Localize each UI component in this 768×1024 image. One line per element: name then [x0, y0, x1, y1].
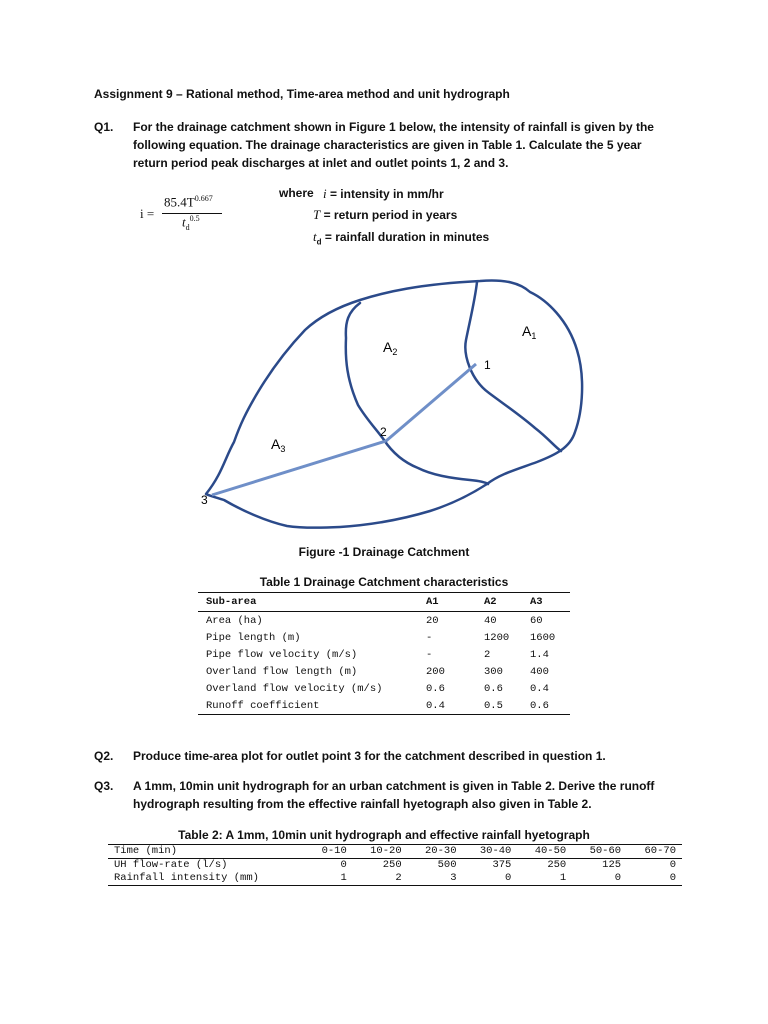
table-cell: 3 — [450, 872, 457, 884]
q2-number: Q2. — [94, 749, 114, 763]
label-point-2: 2 — [380, 425, 387, 439]
rainfall-intensity-formula — [140, 194, 230, 234]
table2-header-cell: 60-70 — [644, 845, 676, 857]
table-cell: 40 — [484, 614, 497, 627]
table-cell: 400 — [530, 665, 549, 678]
table-row — [108, 872, 682, 886]
q3-text: A 1mm, 10min unit hydrograph for an urban catchment is given in Table 2. Derive the runoff hydrograph resulting from the effective rainfall hyetograph also given in Table 2. — [133, 779, 655, 811]
table-cell: 375 — [492, 859, 512, 871]
pipe-2-to-3 — [212, 441, 386, 495]
label-point-3: 3 — [201, 493, 208, 507]
table2-header-cell: 40-50 — [534, 845, 567, 857]
table-cell: 250 — [382, 859, 402, 871]
table-cell: 0 — [614, 872, 622, 884]
table1-header-cell: Sub-area — [206, 596, 257, 608]
table-cell: 0.4 — [530, 682, 549, 695]
table-cell: Runoff coefficient — [206, 699, 320, 712]
definition-return-period: T = return period in years — [313, 207, 458, 222]
table1-header-row — [198, 593, 570, 612]
table-row — [198, 612, 570, 630]
table2-header-cell: Time (min) — [114, 845, 178, 857]
pipe-1-to-2 — [386, 364, 476, 441]
label-a1: $A_1$ — [522, 323, 537, 341]
label-point-1: 1 — [484, 358, 491, 372]
table-cell: 0 — [505, 872, 512, 884]
table-row — [198, 680, 570, 697]
divide-a2-a3 — [346, 303, 384, 440]
table2-header-row — [108, 845, 682, 859]
definition-intensity: i = intensity in mm/hr — [323, 186, 444, 201]
label-a2: $A_2$ — [383, 339, 398, 357]
table-cell: UH flow-rate (l/s) — [114, 859, 228, 871]
table-row — [198, 697, 570, 715]
table-cell: 1 — [340, 872, 347, 884]
q3-number: Q3. — [94, 779, 114, 793]
table-cell: 0 — [340, 859, 347, 871]
formula-denominator: $t_d^{0.5}$ — [182, 214, 200, 232]
table-cell: 1600 — [530, 631, 556, 644]
table2-header-cell: 0-10 — [321, 845, 347, 857]
table1-header-cell: A3 — [530, 596, 543, 608]
table-cell: 0.6 — [530, 699, 549, 712]
table-cell: 1 — [559, 872, 567, 884]
drainage-characteristics-table — [198, 592, 570, 715]
table-cell: 0 — [669, 872, 676, 884]
drainage-catchment-diagram — [195, 270, 605, 540]
table-cell: Rainfall intensity (mm) — [114, 872, 259, 884]
table1-header-cell: A2 — [484, 596, 497, 608]
table-cell: 2 — [484, 648, 491, 661]
table-cell: 1200 — [484, 631, 510, 644]
table-row — [198, 663, 570, 680]
divide-a2-a3-lower — [384, 440, 488, 484]
table-cell: 0.5 — [484, 699, 503, 712]
table-cell: Pipe flow velocity (m/s) — [206, 648, 358, 661]
where-word: where — [279, 186, 314, 200]
label-a3: $A_3$ — [271, 436, 286, 454]
table-cell: 250 — [547, 859, 567, 871]
table-cell: 200 — [426, 665, 445, 678]
table-cell: 125 — [602, 859, 622, 871]
table-cell: 0.4 — [426, 699, 445, 712]
table2-header-cell: 10-20 — [370, 845, 402, 857]
table-row — [108, 859, 682, 873]
table-cell: 0 — [669, 859, 676, 871]
table-cell: Overland flow length (m) — [206, 665, 358, 678]
table-row — [198, 646, 570, 663]
table-cell: Pipe length (m) — [206, 631, 301, 644]
table-cell: 1.4 — [530, 648, 549, 661]
table-cell: - — [426, 631, 433, 644]
table2-header-cell: 30-40 — [479, 845, 512, 857]
unit-hydrograph-table — [108, 844, 682, 886]
assignment-title: Assignment 9 – Rational method, Time-area method and unit hydrograph — [94, 87, 510, 101]
table-cell: Overland flow velocity (m/s) — [206, 682, 383, 695]
table-cell: 500 — [437, 859, 457, 871]
definition-duration: $t_d$ = rainfall duration in minutes — [313, 229, 490, 247]
table2-header-cell: 20-30 — [424, 845, 457, 857]
table1-header-cell: A1 — [426, 596, 439, 608]
q1-number: Q1. — [94, 120, 114, 134]
table-cell: 60 — [530, 614, 543, 627]
table-cell: - — [426, 648, 433, 661]
table-cell: Area (ha) — [206, 614, 263, 627]
table-cell: 2 — [395, 872, 402, 884]
divide-a1-a2 — [465, 282, 561, 451]
formula-definitions — [279, 186, 559, 250]
table-cell: 300 — [484, 665, 503, 678]
table-cell: 0.6 — [484, 682, 503, 695]
table-row — [198, 629, 570, 646]
formula-lhs: i = — [140, 206, 155, 221]
table-cell: 20 — [426, 614, 439, 627]
table2-header-cell: 50-60 — [589, 845, 622, 857]
table-cell: 0.6 — [426, 682, 445, 695]
figure-caption: Figure -1 Drainage Catchment — [298, 545, 470, 559]
catchment-outer-boundary — [206, 280, 582, 527]
formula-numerator: $85.4T^{0.667}$ — [164, 194, 213, 210]
q2-text: Produce time-area plot for outlet point 3 for the catchment described in question 1. — [133, 749, 606, 763]
table1-caption: Table 1 Drainage Catchment characteristics — [259, 575, 509, 589]
q1-text: For the drainage catchment shown in Figure 1 below, the intensity of rainfall is given by the following equation. The drainage characteristics are given in Table 1. Calculate the 5 year return period peak discharges at inlet and outlet points 1, 2 and 3. — [133, 120, 654, 170]
table2-caption: Table 2: A 1mm, 10min unit hydrograph and effective rainfall hyetograph — [178, 828, 590, 842]
